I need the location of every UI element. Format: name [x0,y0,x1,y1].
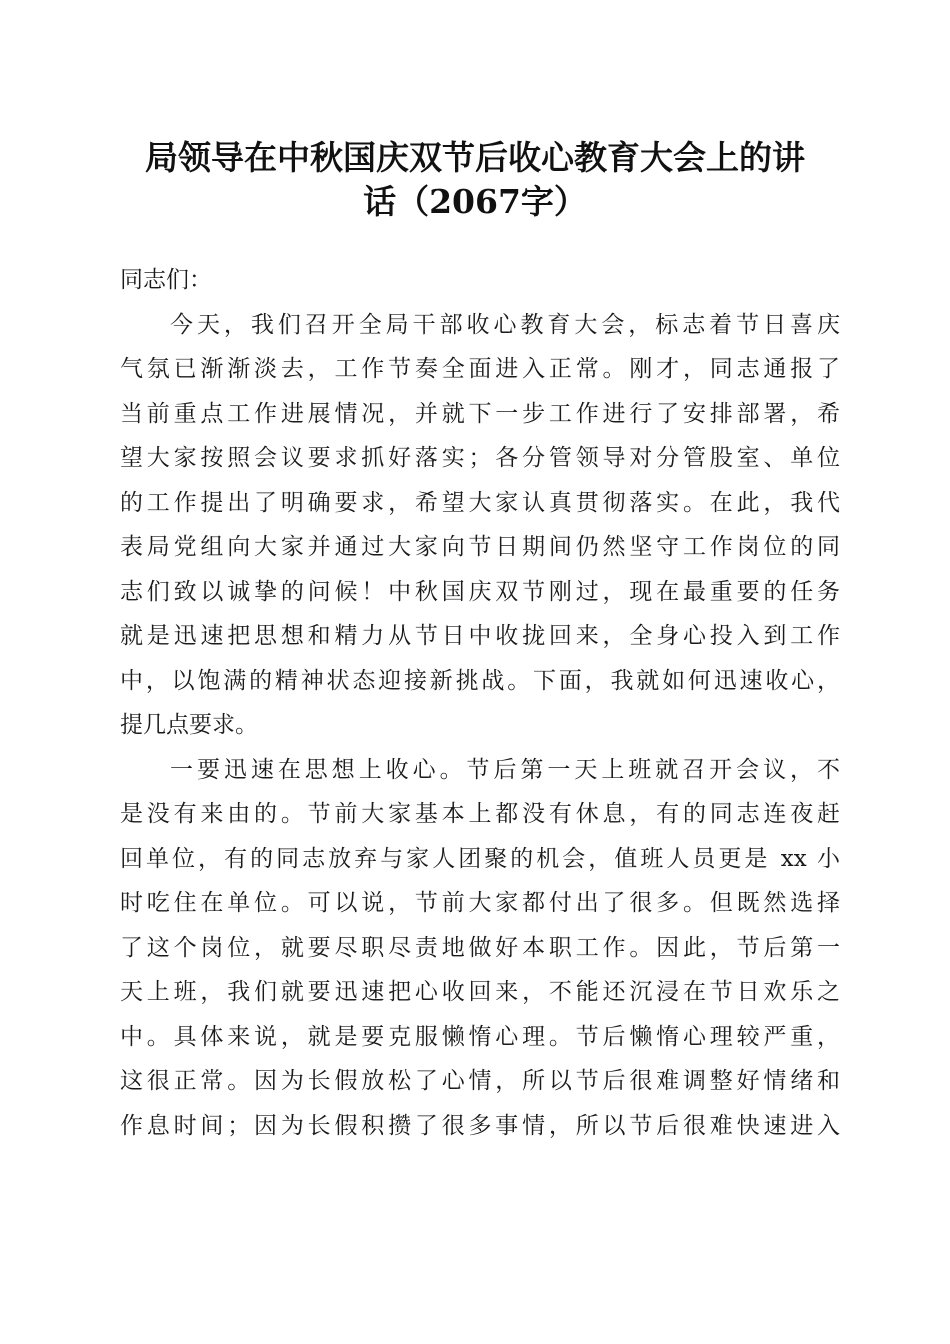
body-line: 时吃住在单位。可以说，节前大家都付出了很多。但既然选择 [120,890,840,916]
body-line: 中，以饱满的精神状态迎接新挑战。下面，我就如何迅速收心， [120,667,840,694]
body-line: 作息时间；因为长假积攒了很多事情，所以节后很难快速进入 [120,1112,840,1139]
body-line: 中。具体来说，就是要克服懒惰心理。节后懒惰心理较严重， [120,1023,840,1050]
body-line: 回单位，有的同志放弃与家人团聚的机会，值班人员更是 xx 小 [120,845,840,872]
body-line: 一要迅速在思想上收心。节后第一天上班就召开会议，不 [170,756,840,783]
body-line: 气氛已渐渐淡去，工作节奏全面进入正常。刚才，同志通报了 [120,356,840,382]
body-line: 的工作提出了明确要求，希望大家认真贯彻落实。在此，我代 [120,489,840,516]
body-line: 当前重点工作进展情况，并就下一步工作进行了安排部署，希 [120,400,840,427]
body-line: 就是迅速把思想和精力从节日中收拢回来，全身心投入到工作 [120,623,840,649]
salutation: 同志们： [120,267,212,293]
body-line: 是没有来由的。节前大家基本上都没有休息，有的同志连夜赶 [120,801,840,827]
body-line: 了这个岗位，就要尽职尽责地做好本职工作。因此，节后第一 [120,934,840,961]
body-line: 表局党组向大家并通过大家向节日期间仍然坚守工作岗位的同 [120,534,840,560]
document-body [120,258,840,1148]
title-line-1: 局领导在中秋国庆双节后收心教育大会上的讲 [145,138,805,177]
body-line: 天上班，我们就要迅速把心收回来，不能还沉浸在节日欢乐之 [120,979,840,1005]
body-line: 望大家按照会议要求抓好落实；各分管领导对分管股室、单位 [120,445,840,471]
title-line-2: 话（2067字） [363,182,587,221]
document-title [110,136,840,224]
body-line: 这很正常。因为长假放松了心情，所以节后很难调整好情绪和 [120,1068,840,1094]
body-line: 今天，我们召开全局干部收心教育大会，标志着节日喜庆 [170,311,840,338]
body-line: 志们致以诚挚的问候！中秋国庆双节刚过，现在最重要的任务 [120,578,840,605]
body-line: 提几点要求。 [120,712,258,738]
